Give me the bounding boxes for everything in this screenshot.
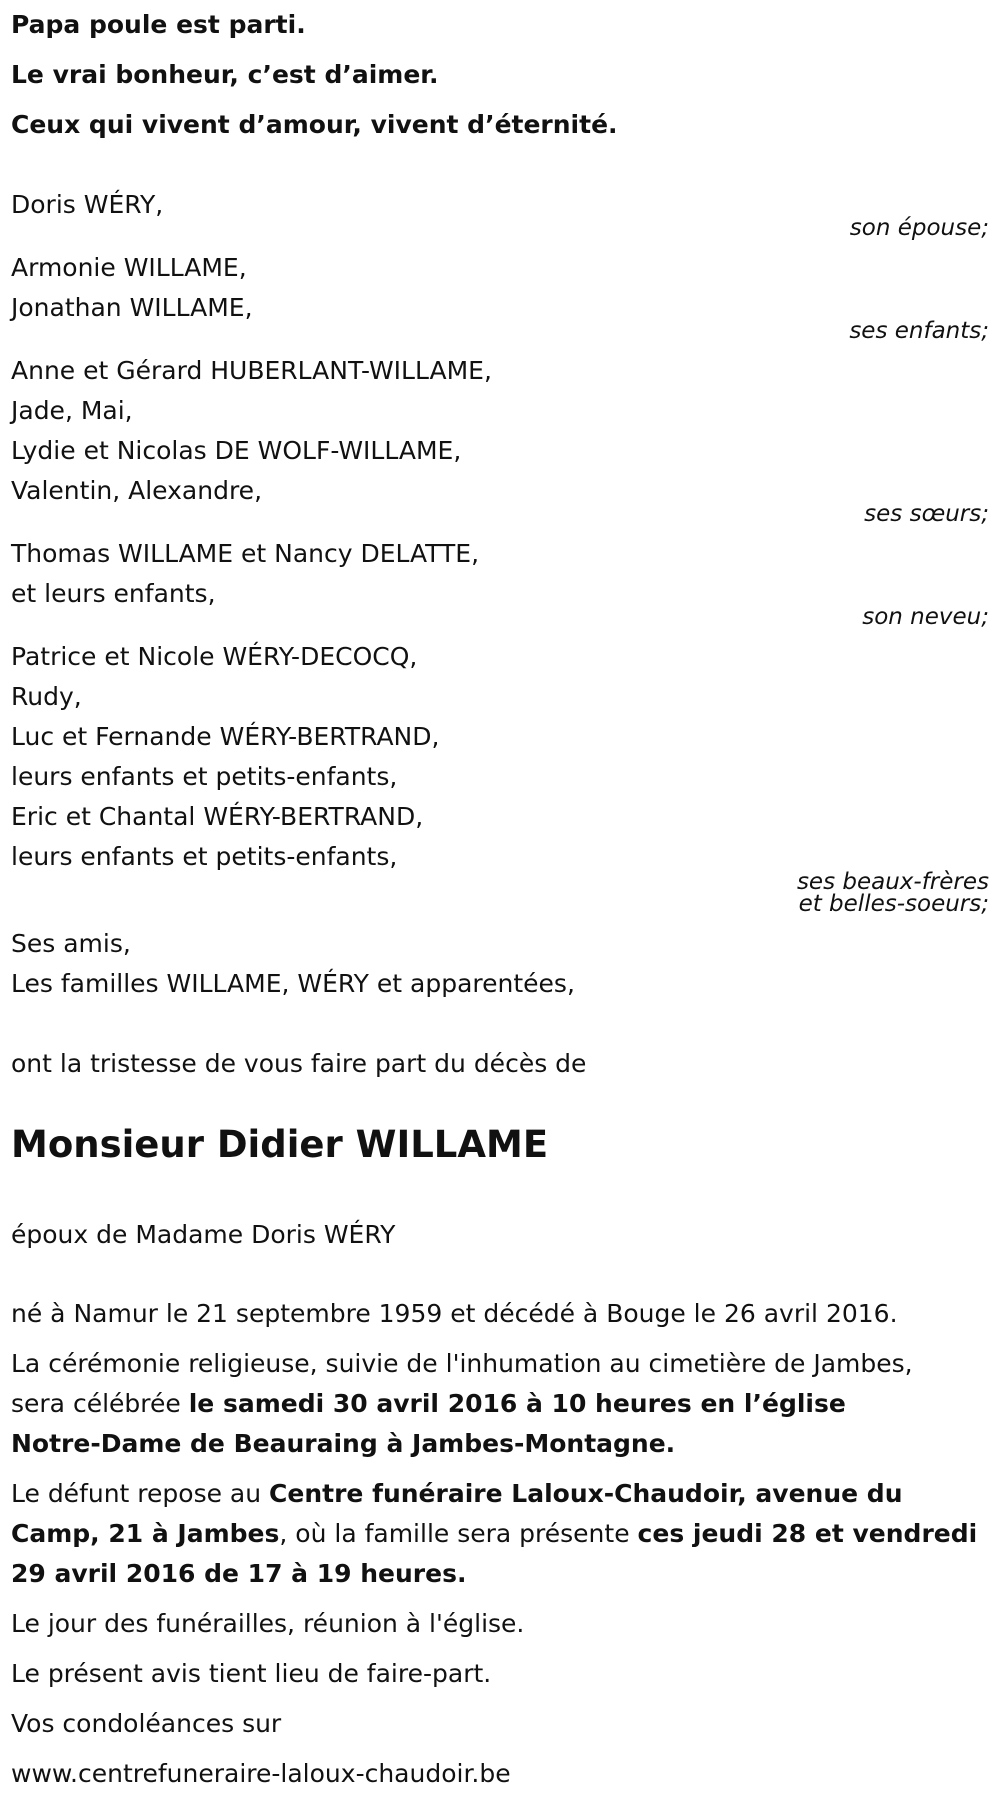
website-link[interactable]: www.centrefuneraire-laloux-chaudoir.be <box>11 1759 511 1788</box>
in-law-line: Patrice et Nicole WÉRY-DECOCQ, <box>11 642 418 671</box>
sister-line: Jade, Mai, <box>11 396 133 425</box>
visiting-days: ces jeudi 28 et vendredi <box>637 1519 978 1548</box>
spouse-line: époux de Madame Doris WÉRY <box>11 1220 396 1249</box>
closing-line: Le présent avis tient lieu de faire-part. <box>11 1659 492 1688</box>
in-laws-role-line-1: ses beaux-frères <box>796 869 989 895</box>
birth-death-line: né à Namur le 21 septembre 1959 et décédé à Bouge le 26 avril 2016. <box>11 1299 898 1328</box>
repose-mid: , où la famille sera présente <box>279 1519 638 1548</box>
in-law-line: Rudy, <box>11 682 82 711</box>
repose-prefix: Le défunt repose au <box>11 1479 270 1508</box>
in-law-line: Eric et Chantal WÉRY-BERTRAND, <box>11 802 424 831</box>
closing-line: Le jour des funérailles, réunion à l'église. <box>11 1609 525 1638</box>
friends-line: Ses amis, <box>11 929 131 958</box>
child-name: Jonathan WILLAME, <box>11 293 253 322</box>
repose-line-2 <box>11 1515 977 1553</box>
repose-place: Centre funéraire Laloux-Chaudoir, avenue du <box>269 1479 903 1508</box>
quote-line-2: Le vrai bonheur, c’est d’aimer. <box>11 60 439 89</box>
repose-line-1 <box>11 1475 903 1513</box>
ceremony-line-1: La cérémonie religieuse, suivie de l'inhumation au cimetière de Jambes, <box>11 1349 913 1378</box>
children-role: ses enfants; <box>849 318 989 344</box>
nephew-role: son neveu; <box>862 604 989 630</box>
visiting-hours: 29 avril 2016 de 17 à 19 heures. <box>11 1559 467 1588</box>
sister-line: Valentin, Alexandre, <box>11 476 263 505</box>
child-name: Armonie WILLAME, <box>11 253 247 282</box>
closing-line: Vos condoléances sur <box>11 1709 282 1738</box>
deceased-name: Monsieur Didier WILLAME <box>11 1123 549 1166</box>
friends-line: Les familles WILLAME, WÉRY et apparentées, <box>11 969 575 998</box>
in-laws-role-line-2: et belles-soeurs; <box>798 891 989 917</box>
repose-address: Camp, 21 à Jambes <box>11 1519 280 1548</box>
quote-line-3: Ceux qui vivent d’amour, vivent d’éternité. <box>11 110 618 139</box>
nephew-line: et leurs enfants, <box>11 579 216 608</box>
announcement: ont la tristesse de vous faire part du décès de <box>11 1049 587 1078</box>
ceremony-location: Notre-Dame de Beauraing à Jambes-Montagne. <box>11 1429 676 1458</box>
in-law-line: leurs enfants et petits-enfants, <box>11 762 398 791</box>
in-law-line: Luc et Fernande WÉRY-BERTRAND, <box>11 722 440 751</box>
sister-line: Lydie et Nicolas DE WOLF-WILLAME, <box>11 436 462 465</box>
ceremony-date-time: le samedi 30 avril 2016 à 10 heures en l’église <box>188 1389 846 1418</box>
ceremony-line-2 <box>11 1385 846 1423</box>
sisters-role: ses sœurs; <box>864 501 989 527</box>
ceremony-prefix: sera célébrée <box>11 1389 189 1418</box>
spouse-role: son épouse; <box>849 215 989 241</box>
in-law-line: leurs enfants et petits-enfants, <box>11 842 398 871</box>
spouse-name: Doris WÉRY, <box>11 190 164 219</box>
quote-line-1: Papa poule est parti. <box>11 10 306 39</box>
sister-line: Anne et Gérard HUBERLANT-WILLAME, <box>11 356 492 385</box>
nephew-line: Thomas WILLAME et Nancy DELATTE, <box>11 539 480 568</box>
